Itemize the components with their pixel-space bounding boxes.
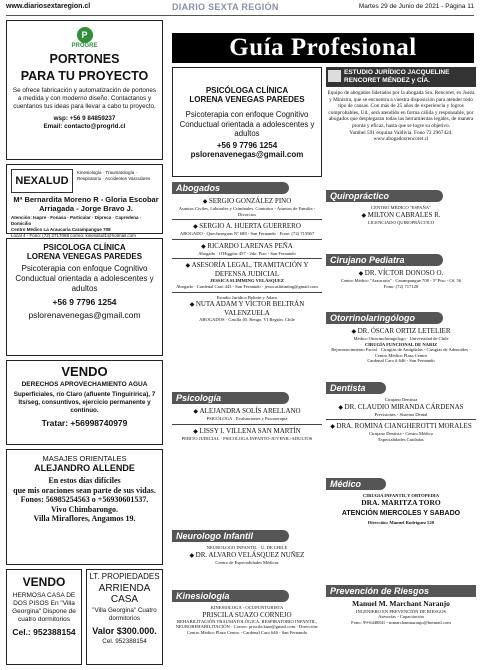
divider <box>172 292 322 293</box>
estudio-contact: Yumbel 591 esquina Valdivia. Fono 72 2967424. <box>349 129 453 136</box>
ad-phone: Cel. 952388154 <box>102 638 147 645</box>
listing-sub: NEUROLOGO INFANTIL · U. DE CHILE <box>206 545 288 550</box>
page-date: Martes 29 de Junio de 2021 - Página 11 <box>358 3 474 10</box>
divider <box>172 219 322 220</box>
card-body: Psicoterapia con enfoque Cognitivo Conductual orientada a adolescentes y adultos <box>179 110 315 138</box>
ad-title: ARRIENDA CASA <box>98 583 151 605</box>
section-header-cirujano: Cirujano Pediatra <box>326 254 443 266</box>
ad-nexalud <box>6 164 163 238</box>
divider <box>172 258 322 259</box>
listing-sub: CIRUGÍA FUNCIONAL DE NARIZ <box>364 341 438 347</box>
ad-line: Fonos: 56985254563 o +56930601537. <box>20 495 149 504</box>
listing-name: ◆ MILTON CABRALES R. <box>326 211 476 220</box>
listing-name: ◆ DR. ÓSCAR ORTIZ LETELIER <box>326 327 476 336</box>
divider <box>326 419 476 420</box>
ad-line: Villa Miraflores, Angamos 19. <box>33 514 136 523</box>
estudio-title-bar <box>326 67 476 87</box>
divider <box>172 239 322 240</box>
ad-progre-portones <box>6 20 163 160</box>
ad-phone: Cel.: 952388154 <box>12 627 76 637</box>
divider <box>172 424 322 425</box>
estudio-web[interactable]: www.abogadosrencoret.cl <box>373 136 429 143</box>
ad-email: Email: contacto@progrld.cl <box>43 123 126 130</box>
section-header-neurologo: Neurologo Infantil <box>172 530 289 542</box>
ad-vendo-casa <box>6 569 82 665</box>
ad-subtitle: DERECHOS APROVECHAMIENTO AGUA <box>21 381 148 388</box>
listing-sub: Cirujano Dentista - Centro Médico <box>368 431 434 437</box>
ad-vendo-agua <box>6 360 163 445</box>
ad-psicologa-left <box>6 238 163 356</box>
nexalud-centro: Centro Médico La Araucaria Carampangue 708 <box>11 227 111 232</box>
listing-info: INGENIERO EN PREVENCIÓN DE RIESGOS <box>355 608 447 614</box>
section-header-psicologia: Psicología <box>172 392 289 404</box>
ad-line: Vivo Chimbarongo. <box>50 504 119 514</box>
ad-phone: +56 9 7796 1254 <box>52 297 117 307</box>
nexalud-atencion: Atención: Isapre · Fonasa · Particular · Dipreca · Capredena · Domicilio <box>11 215 142 226</box>
listing-info: REHABILITACIÓN TRAUMATOLÓGICA, RESPIRATORIO INFANTIL, NEUROREHABILITACIÓN · Correo: priscila.kine@gmail.com · Dirección: Centro Médico Plaza Centro - Cardenal Caro 646 - San Fernando <box>175 618 319 635</box>
listing-attention: ATENCIÓN MIERCOLES Y SABADO <box>341 510 461 518</box>
ad-body: Superficiales, río Claro (afluente Tinguiririca), 7 lts/seg, consuntivos, ejercicio permanente y continuo. <box>13 391 156 414</box>
listing-sub: KINESIOLOGA - OCUPUNTURISTA <box>210 605 284 610</box>
ad-title: VENDO <box>22 575 66 589</box>
header-divider <box>6 15 474 16</box>
listing-info: Abogado · O'Higgins 457 - 2do. Piso - San Fernando <box>198 250 296 256</box>
listing-name: ◆ ALEJANDRA SOLÍS ARELLANO <box>172 407 322 416</box>
site-url[interactable]: www.diariosextaregion.cl <box>6 3 91 10</box>
ad-line: En estos días difíciles <box>48 476 121 485</box>
listing-name: ◆ ASESORÍA LEGAL, TRAMITACIÓN Y DEFENSA JUDICIAL <box>172 261 322 278</box>
listing-info: PSICÓLOGA · Evaluaciones y Psicoterapia <box>206 416 288 421</box>
listing-head: Estudio Jurídico Beltrán y Adaro <box>216 294 278 300</box>
listing-name: ◆ NUTA ADAM Y VÍCTOR BELTRÁN VALENZUELA <box>172 300 322 317</box>
ad-lt-propiedades <box>86 569 163 665</box>
section-header-abogados: Abogados <box>172 182 289 194</box>
listing-name: PRISCILA SUAZO CORNEJO <box>202 610 292 619</box>
ad-line: que mis oraciones sean parte de sus vidas. <box>13 485 156 495</box>
listing-info: PERITO JUDICIAL · PSICOLOGA INFANTO-JUVENIL-ADULTOS <box>181 435 313 441</box>
listing-info: ABOGADOS · Casilla 40. Rengo. VI Región. Chile <box>199 317 295 323</box>
ad-masajes <box>6 449 163 565</box>
scales-icon <box>328 70 341 82</box>
section-cirujano <box>326 254 476 298</box>
estudio-body: Equipo de abogados liderados por la abogada Sra. Rencoret, ex Jueza y Ministra, que se encuentra a vuestra disposición para atender todo tipo de causas. Con más de 25 años de experiencia y logros comprobables, Ud., será atendido en forma cálida y responsable, por abogados que desplegaran todas las herramientas legales, de manera pronta y eficaz, hasta que se logre su objetivo. <box>327 90 475 129</box>
listing-name: ◆ SERGIO A. HUERTA GUERRERO <box>172 222 322 231</box>
ad-email: pslorenavenegas@gmail.com <box>28 310 141 320</box>
section-kinesiologia <box>172 590 322 666</box>
section-header-quiropractico: Quiropráctico <box>326 190 443 202</box>
listing-sub: Asesorías - Capacitación <box>378 614 424 620</box>
listing-name: DRA. MARITZA TORO <box>361 497 441 507</box>
listing-address: Cardenal Caro # 646 - San Fernando <box>367 358 435 364</box>
ad-whatsapp: wsp: +56 9 84859237 <box>53 115 116 122</box>
card-subtitle: LORENA VENEGAS PAREDES <box>189 95 305 104</box>
section-quiropractico <box>326 190 476 250</box>
card-email: pslorenavenegas@gmail.com <box>190 149 304 159</box>
section-riesgos <box>326 585 476 665</box>
nexalud-logo: NEXALUD <box>11 169 73 193</box>
listing-sub: CENTRO MÉDICO "ESPAÑA" <box>371 205 431 210</box>
section-dentista <box>326 382 476 470</box>
listing-phone: Fono: 99-6448841 - mmarchantnaranjo@hotmail.com <box>351 619 451 625</box>
nexalud-names: Mª Bernardita Moreno R - Gloria Escobar Arriagada - Jorge Bravo J. <box>13 195 159 213</box>
listing-info: ABOGADO · Quechereguas Nº 688 - San Fernando · Fono: (72) 715967 <box>179 231 315 237</box>
section-abogados <box>172 182 322 387</box>
listing-info: Dirección: Manuel Rodríguez 520 <box>367 520 435 526</box>
listing-name: ◆ SERGIO GONZÁLEZ PINO <box>172 197 322 206</box>
masthead: DIARIO SEXTA REGIÓN <box>172 2 279 12</box>
ad-phone: Tratar: +56998740979 <box>41 418 128 428</box>
listing-name: ◆ LISSY I. VILLENA SAN MARTÍN <box>172 427 322 436</box>
listing-details: Rejuvenecimiento Facial · Cirugías de Amígdalas - Cirugías de Adenoides · Centro Médico Plaza Centro <box>331 347 471 358</box>
psicologa-main-card <box>172 67 322 177</box>
ad-subtitle: LORENA VENEGAS PAREDES <box>26 252 143 261</box>
nexalud-contact <box>11 215 161 239</box>
card-phone: +56 9 7796 1254 <box>216 140 278 150</box>
listing-info: LICENCIADO QUIROPRÁCTICO <box>367 219 435 225</box>
listing-info: Médico Otorrinolaringólogo · Universidad de Chile <box>353 336 449 341</box>
nexalud-local: Local 4 - Fono: (72) 2717068 correo: kinesalud1@hotmail.com <box>11 233 136 238</box>
guia-profesional-banner: Guía Profesional <box>172 33 474 63</box>
estudio-juridico-card <box>326 67 476 187</box>
listing-phone: Fono: (72) 717120 <box>383 283 419 289</box>
listing-info: Especialidades Cuidadas <box>378 436 424 442</box>
ad-title-2: PARA TU PROYECTO <box>20 69 149 83</box>
ad-brand: LT. PROPIEDADES <box>89 572 160 581</box>
listing-name: ◆ DR. ALVARO VELÁSQUEZ NUÑEZ <box>172 551 322 560</box>
listing-name: ◆ DR. VÍCTOR DONOSO O. <box>326 269 476 278</box>
section-header-kinesiologia: Kinesiología <box>172 590 289 602</box>
section-header-dentista: Dentista <box>326 382 386 394</box>
ad-title: MASAJES ORIENTALES <box>42 454 127 463</box>
listing-name: Manuel M. Marchant Naranjo <box>352 599 450 608</box>
section-neurologo <box>172 530 322 586</box>
listing-name: ◆ DR. CLAUDIO MIRANDA CÁRDENAS <box>326 403 476 412</box>
ad-description: Se ofrece fabricación y automatización de portones a medida y con moderno diseño. Contactanos y cuentanos tus ideas para llevar a cabo tu proyecto. <box>12 87 157 110</box>
ad-title: PORTONES <box>49 52 120 66</box>
listing-info: Previsiones - Sistema Dental <box>374 411 428 417</box>
card-title: PSICÓLOGA CLÍNICA <box>205 86 289 95</box>
section-otorrino <box>326 312 476 382</box>
ad-title: PSICOLOGA CLÍNICA <box>43 243 126 252</box>
progre-logo-word: PROGRE <box>71 43 98 49</box>
ad-body: Psicoterapia con enfoque Cognitivo Conductual orientada a adolescentes y adultos <box>15 264 154 293</box>
page-header <box>0 0 480 16</box>
section-header-riesgos: Prevención de Riesgos <box>326 585 476 597</box>
ad-body: HERMOSA CASA DE DOS PISOS En "Villa Georgina" Dispone de cuatro dormitorios <box>12 592 76 623</box>
estudio-title: ESTUDIO JURÍDICO JACQUELINE RENCORET MÉNDEZ y CÍA. <box>344 69 450 84</box>
ad-body <box>7 476 162 524</box>
ad-price: Valor $300.000. <box>92 626 157 636</box>
ad-body: "Villa Georgina" Cuatro dormitorios <box>92 607 157 622</box>
listing-info: Abogado · Cardenal Caro 443 - San Fernando · jessicaslimming@gmail.com <box>176 283 318 289</box>
section-medico <box>326 478 476 580</box>
ad-title: VENDO <box>61 364 108 379</box>
section-header-otorrino: Otorrinolaringólogo <box>326 312 443 324</box>
listing-name: ◆ DRA. ROMINA CIANGHEROTTI MORALES <box>326 422 476 431</box>
listing-info: Asuntos Civiles, Laborales y Criminales. Contratos - Asuntos de Familia - Divorcios <box>178 206 316 217</box>
listing-sub: Cirujano Dentista <box>384 397 418 402</box>
listing-sub: CIRUGIA INFANTIL Y ORTOPEDIA <box>362 493 440 498</box>
listing-name: ◆ RICARDO LARENAS PEÑA <box>172 242 322 251</box>
nexalud-specialties: Kinesiología · Traumatología · Respiratorio · Accidentes Vasculares <box>77 170 151 181</box>
progre-logo-icon: P <box>77 27 93 43</box>
listing-info: Centro Médico "Araucaria" · Carampangue 708 - 5º Piso - Of. 56 <box>340 278 462 283</box>
section-header-medico: Médico <box>326 478 386 490</box>
listing-subname: JESSICA SLIMMING VELÁSQUEZ <box>210 278 284 284</box>
listing-info: Centro de Especialidades Médicas <box>215 559 279 565</box>
section-psicologia <box>172 392 322 527</box>
ad-subtitle: ALEJANDRO ALLENDE <box>34 463 135 473</box>
